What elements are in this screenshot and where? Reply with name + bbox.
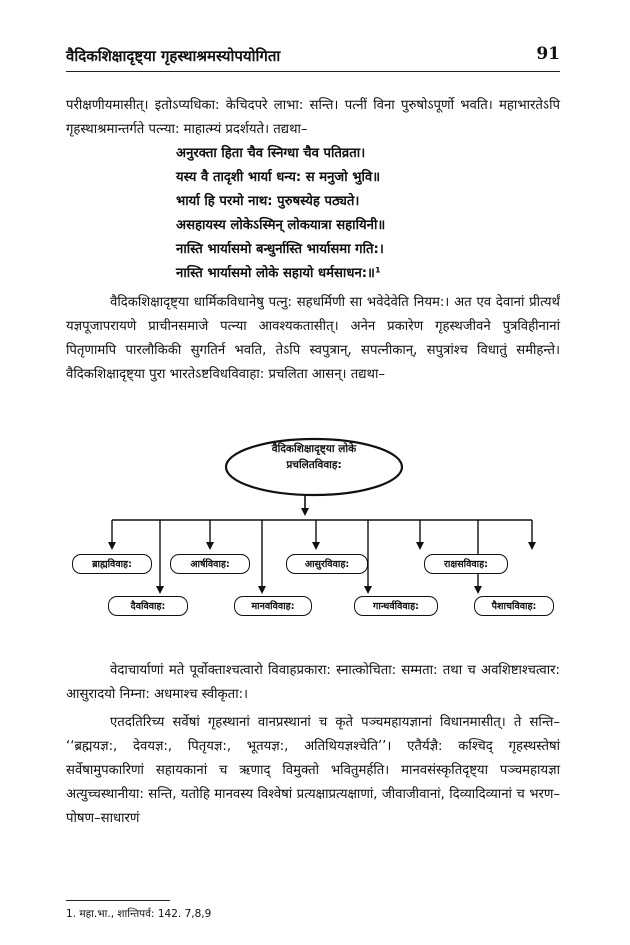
node-arsha: आर्षविवाह:: [170, 554, 250, 574]
verse-line: अनुरक्ता हिता चैव स्निग्धा चैव पतिव्रता।: [176, 146, 366, 161]
header-title: वैदिकशिक्षादृष्ट्या गृहस्थाश्रमस्योपयोगिता: [66, 47, 281, 65]
verse-line: नास्ति भार्यासमो लोके सहायो धर्मसाधन:॥¹: [176, 266, 381, 281]
paragraph-marriage-ranking: वेदाचार्याणां मते पूर्वोक्ताश्चत्वारो विवाहप्रकारा: स्नात्कोचिता: सम्मता: तथा च अवशिष्टाश्चत्वार: आसुरादयो निम्ना: अधमाश्च स्वीकृता:।: [66, 663, 560, 702]
diagram-root: [226, 441, 402, 493]
node-gandharva: गान्धर्वविवाह:: [354, 596, 438, 616]
node-paishacha: पैशाचविवाह:: [474, 596, 554, 616]
node-rakshasa: राक्षसविवाह:: [424, 554, 508, 574]
page-number: 91: [536, 44, 560, 64]
verse-line: यस्य वै तादृशी भार्या धन्य: स मनुजो भुवि॥: [176, 170, 381, 185]
node-daiva: दैवविवाह:: [108, 596, 188, 616]
paragraph-five-yajnas: एतदतिरिच्य सर्वेषां गृहस्थानां वानप्रस्थानां च कृते पञ्चमहायज्ञानां विधानमासीत्। ते सन्ति– ‘‘ब्रह्मयज्ञ:, देवयज्ञ:, पितृयज्ञ:, भूतयज्ञ:, अतिथियज्ञश्चेति’’। एतैर्यज्ञै: कश्चिद् गृहस्थस्तेषां सर्वेषामुपकारिणां सहायकानां च ऋणाद् विमुक्तो भवितुमर्हति। मानवसंस्कृतिदृष्ट्या पञ्चमहायज्ञा अत्युच्चस्थानीया: सन्ति, यतोहि मानवस्य विश्वेषां प्रत्यक्षाप्रत्यक्षाणां, जीवाजीवानां, दिव्यादिव्यानां च भरण–पोषण–साधारणं: [66, 715, 560, 826]
verse-line: असहायस्य लोकेऽस्मिन् लोकयात्रा सहायिनी॥: [176, 218, 386, 233]
root-label-line1: वैदिकशिक्षादृष्ट्या लोके: [271, 443, 357, 455]
verse-line: नास्ति भार्यासमो बन्धुर्नास्ति भार्यासमा गति:।: [176, 242, 384, 257]
intro-paragraph: परीक्षणीयमासीत्। इतोऽप्यधिका: केचिदपरे लाभा: सन्ति। पत्नीं विना पुरुषोऽपूर्णो भवति। महाभारतेऽपि गृहस्थाश्रमान्तर्गते पत्न्या: माहात्म्यं प्रदर्शयते। तद्यथा–: [66, 98, 560, 137]
root-label-line2: प्रचलितविवाह:: [286, 459, 342, 471]
node-manava: मानवविवाह:: [234, 596, 312, 616]
node-brahma: ब्राह्मविवाह:: [72, 554, 152, 574]
footnote: 1. महा.भा., शान्तिपर्व: 142. 7,8,9: [66, 908, 212, 920]
node-asura: आसुरविवाह:: [286, 554, 368, 574]
footnote-rule: [66, 900, 170, 901]
paragraph-marriage-intro: वैदिकशिक्षादृष्ट्या धार्मिकविधानेषु पत्नु: सहधर्मिणी सा भवेदेवेति नियम:। अत एव देवानां प्रीत्यर्थं यज्ञपूजापरायणे प्राचीनसमाजे पत्न्या आवश्यकतासीत्। अनेन प्रकारेण गृहस्थजीवने पुत्रविहीनानां पितृणामपि पारलौकिकी सुगतिर्न भवति, तेऽपि स्वपुत्रान्, सपत्नीकान्, सपुत्रांश्च विधातुं समीहन्ते। वैदिकशिक्षादृष्ट्या पुरा भारतेऽष्टविधविवाहा: प्रचलिता आसन्। तद्यथा–: [66, 295, 560, 382]
verse-line: भार्या हि परमो नाथ: पुरुषस्येह पठ्यते।: [176, 194, 360, 209]
